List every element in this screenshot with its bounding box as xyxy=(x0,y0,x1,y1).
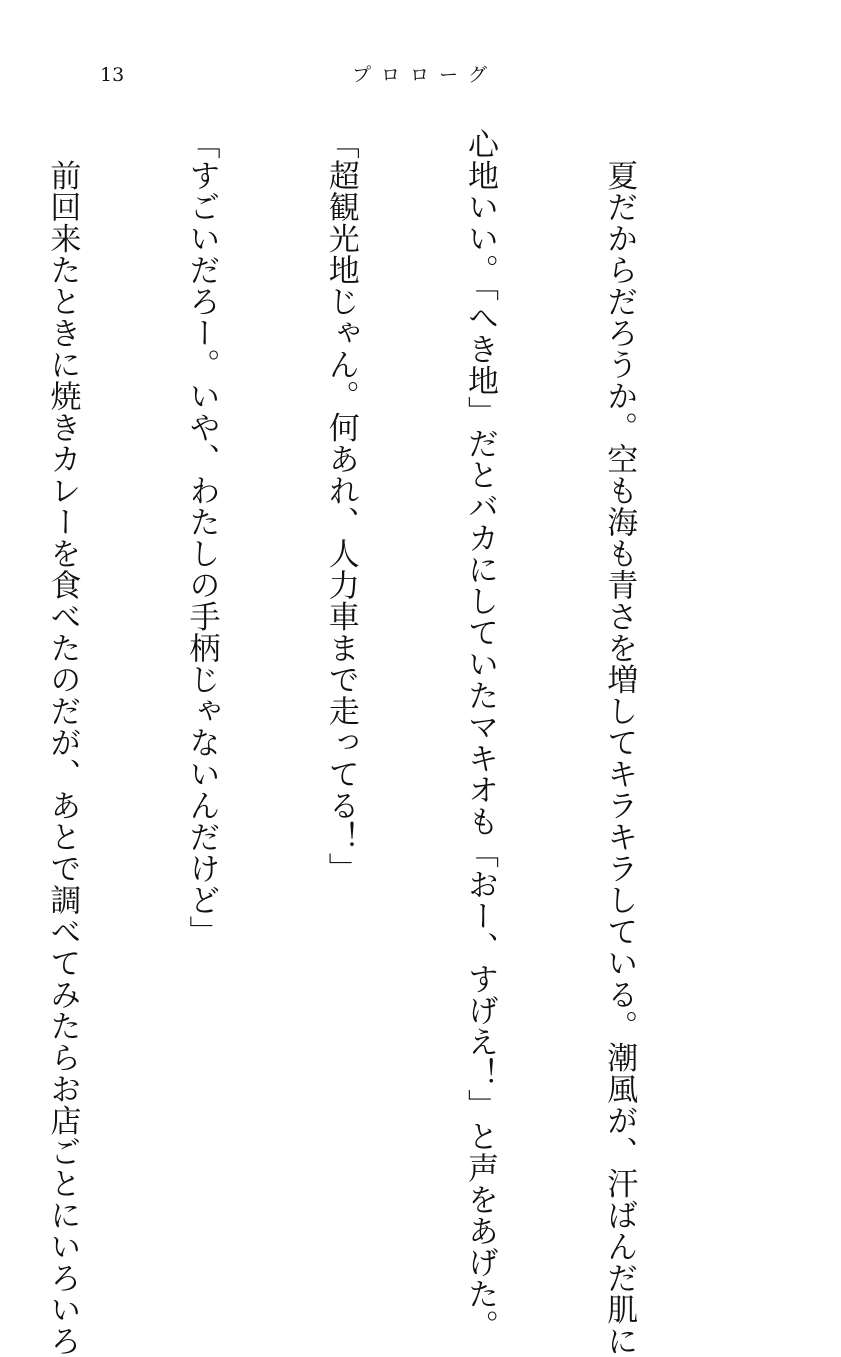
text-column-1: 夏だからだろうか。空も海も青さを増してキラキラしている。潮風が、汗ばんだ肌に xyxy=(601,128,638,1357)
body-text xyxy=(0,128,735,1357)
running-header-title: プロローグ xyxy=(352,64,498,86)
text-column-4: 「すごいだろー。いや、わたしの手柄じゃないんだけど」 xyxy=(183,128,220,947)
text-column-2: 心地いい。「へき地」だとバカにしていたマキオも「おー、すげえ！」と声をあげた。 xyxy=(461,128,498,1341)
text-column-5: 前回来たときに焼きカレーを食べたのだが、あとで調べてみたらお店ごとにいろいろ xyxy=(44,128,81,1357)
text-column-3: 「超観光地じゃん。何あれ、人力車まで走ってる！」 xyxy=(322,128,359,884)
page-number: 13 xyxy=(100,64,125,86)
